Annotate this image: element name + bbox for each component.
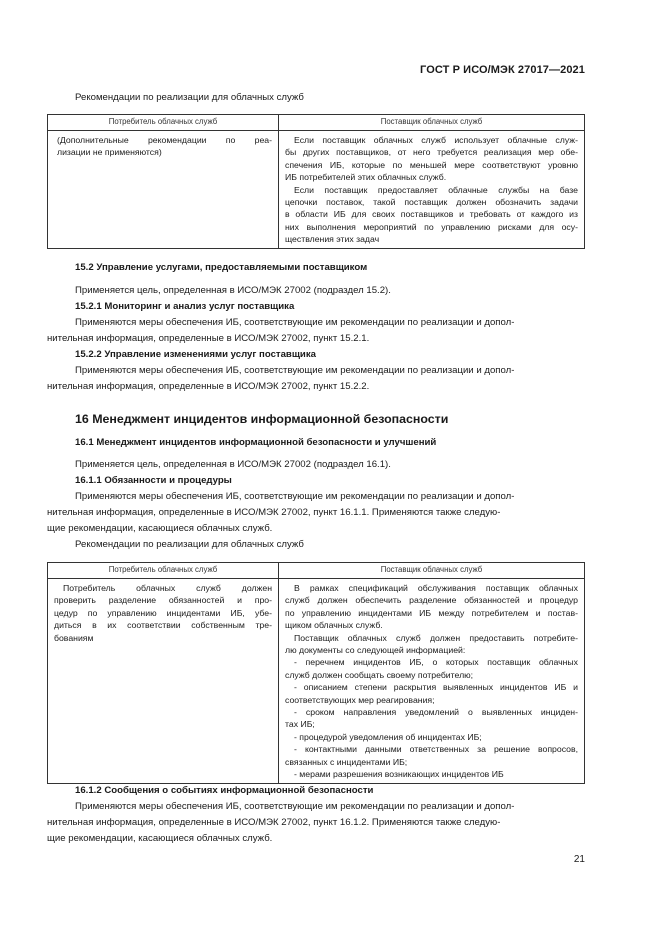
heading-16-1-1: 16.1.1 Обязанности и процедуры (75, 475, 232, 486)
table1-header-provider: Поставщик облачных служб (279, 115, 585, 131)
table-2 (47, 562, 585, 784)
page-number: 21 (573, 854, 585, 865)
table1-provider-line: Если поставщик облачных служб использует облачные служ- (294, 135, 578, 145)
paragraph-16-1-1-line: Применяются меры обеспечения ИБ, соответствующие им рекомендации по реализации и допол- (75, 491, 515, 502)
table2-provider-cell (279, 579, 585, 784)
heading-15-2-1: 15.2.1 Мониторинг и анализ услуг поставщика (75, 301, 295, 312)
paragraph-16-1-1-line: нительная информация, определенные в ИСО/МЭК 27002, пункт 16.1.1. Применяются также следую- (47, 507, 501, 518)
table1-caption: Рекомендации по реализации для облачных служб (75, 92, 304, 103)
paragraph-15-2-2-line: нительная информация, определенные в ИСО/МЭК 27002, пункт 15.2.2. (47, 381, 370, 392)
table2-provider-line: - контактными данными ответственных за решение вопросов, (294, 744, 578, 755)
table1-consumer-line: (Дополнительные рекомендации по реа- (57, 135, 272, 145)
heading-15-2-2: 15.2.2 Управление изменениями услуг поставщика (75, 349, 316, 360)
table1-consumer-line: лизации не применяются) (57, 147, 162, 158)
table2-consumer-line: бованиям (54, 632, 94, 643)
paragraph-16-1-1-line: щие рекомендации, касающиеся облачных служб. (47, 523, 273, 534)
table2-provider-line: В рамках спецификаций обслуживания поставщик облачных (294, 583, 578, 593)
table2-consumer-line: Потребитель облачных служб должен (63, 583, 272, 593)
table2-provider-line: служб должен сообщать своему потребителю; (285, 669, 474, 680)
heading-15-2: 15.2 Управление услугами, предоставляемыми поставщиком (75, 262, 368, 273)
table1-provider-line: в области ИБ для своих поставщиков и требовать от каждого из (285, 209, 578, 220)
table1-header-consumer: Потребитель облачных служб (48, 115, 279, 131)
heading-16-1: 16.1 Менеджмент инцидентов информационной безопасности и улучшений (75, 437, 437, 448)
heading-16: 16 Менеджмент инцидентов информационной безопасности (75, 412, 449, 426)
table1-provider-line: спечения ИБ, которые по меньшей мере соответствуют уровню (285, 159, 578, 170)
table2-caption: Рекомендации по реализации для облачных служб (75, 539, 304, 550)
table2-provider-line: - мерами разрешения возникающих инцидентов ИБ (294, 769, 504, 780)
table2-header-consumer: Потребитель облачных служб (48, 563, 279, 579)
paragraph-15-2-1-line: нительная информация, определенные в ИСО/МЭК 27002, пункт 15.2.1. (47, 333, 370, 344)
table2-provider-line: щиком облачных служб. (285, 620, 383, 631)
table1-consumer-cell (48, 131, 279, 249)
table2-provider-line: связанных с инцидентами ИБ; (285, 756, 408, 767)
table2-consumer-line: проверить разделение обязанностей и про- (54, 595, 272, 606)
table2-provider-line: - сроком направления уведомлений о выявленных инциден- (294, 707, 578, 718)
table2-provider-line: - перечнем инцидентов ИБ, о которых поставщик облачных (294, 657, 578, 668)
table1-provider-line: них выполнения мероприятий по управлению рисками для осу- (285, 221, 578, 232)
paragraph-16-1-2-line: нительная информация, определенные в ИСО/МЭК 27002, пункт 16.1.2. Применяются также следую- (47, 817, 501, 828)
paragraph-15-2: Применяется цель, определенная в ИСО/МЭК 27002 (подраздел 15.2). (75, 285, 391, 296)
table2-provider-line: соответствующих мер реагирования; (285, 694, 435, 705)
table1-provider-line: цепочки поставок, такой поставщик должен обозначить задачи (285, 197, 578, 208)
paragraph-16-1-2-line: щие рекомендации, касающиеся облачных служб. (47, 833, 273, 844)
table1-provider-cell (279, 131, 585, 249)
paragraph-16-1-2-line: Применяются меры обеспечения ИБ, соответствующие им рекомендации по реализации и допол- (75, 801, 515, 812)
table2-consumer-cell (48, 579, 279, 784)
table2-consumer-line: диться в их соответствии собственным тре- (54, 620, 272, 631)
table1-provider-line: ИБ потребителей этих облачных служб. (285, 172, 447, 183)
paragraph-16-1: Применяется цель, определенная в ИСО/МЭК 27002 (подраздел 16.1). (75, 459, 391, 470)
table1-provider-line: бы других поставщиков, от него требуется реализация мер обе- (285, 147, 578, 158)
heading-16-1-2: 16.1.2 Сообщения о событиях информационной безопасности (75, 785, 374, 796)
document-code: ГОСТ Р ИСО/МЭК 27017—2021 (420, 64, 585, 76)
table2-provider-line: по управлению инцидентами ИБ между потребителем и постав- (285, 607, 578, 618)
table2-provider-line: - процедурой уведомления об инцидентах ИБ; (294, 731, 482, 742)
paragraph-15-2-2-line: Применяются меры обеспечения ИБ, соответствующие им рекомендации по реализации и допол- (75, 365, 515, 376)
table2-provider-line: - описанием степени раскрытия выявленных инцидентов ИБ и (294, 682, 578, 693)
table2-consumer-line: цедур по управлению инцидентами ИБ, убе- (54, 607, 272, 618)
table2-header-provider: Поставщик облачных служб (279, 563, 585, 579)
table2-provider-line: лю документы со следующей информацией: (285, 645, 466, 656)
table2-provider-line: служб должен обеспечить разделение обязанностей и процедур (285, 595, 578, 606)
paragraph-15-2-1-line: Применяются меры обеспечения ИБ, соответствующие им рекомендации по реализации и допол- (75, 317, 515, 328)
table2-provider-line: Поставщик облачных служб должен предоставить потребите- (294, 632, 578, 643)
table2-provider-line: тах ИБ; (285, 719, 315, 730)
table1-provider-line: Если поставщик предоставляет облачные службы на базе (294, 184, 578, 195)
table1-provider-line: ществления этих задач (285, 234, 380, 245)
table-1 (47, 114, 585, 249)
